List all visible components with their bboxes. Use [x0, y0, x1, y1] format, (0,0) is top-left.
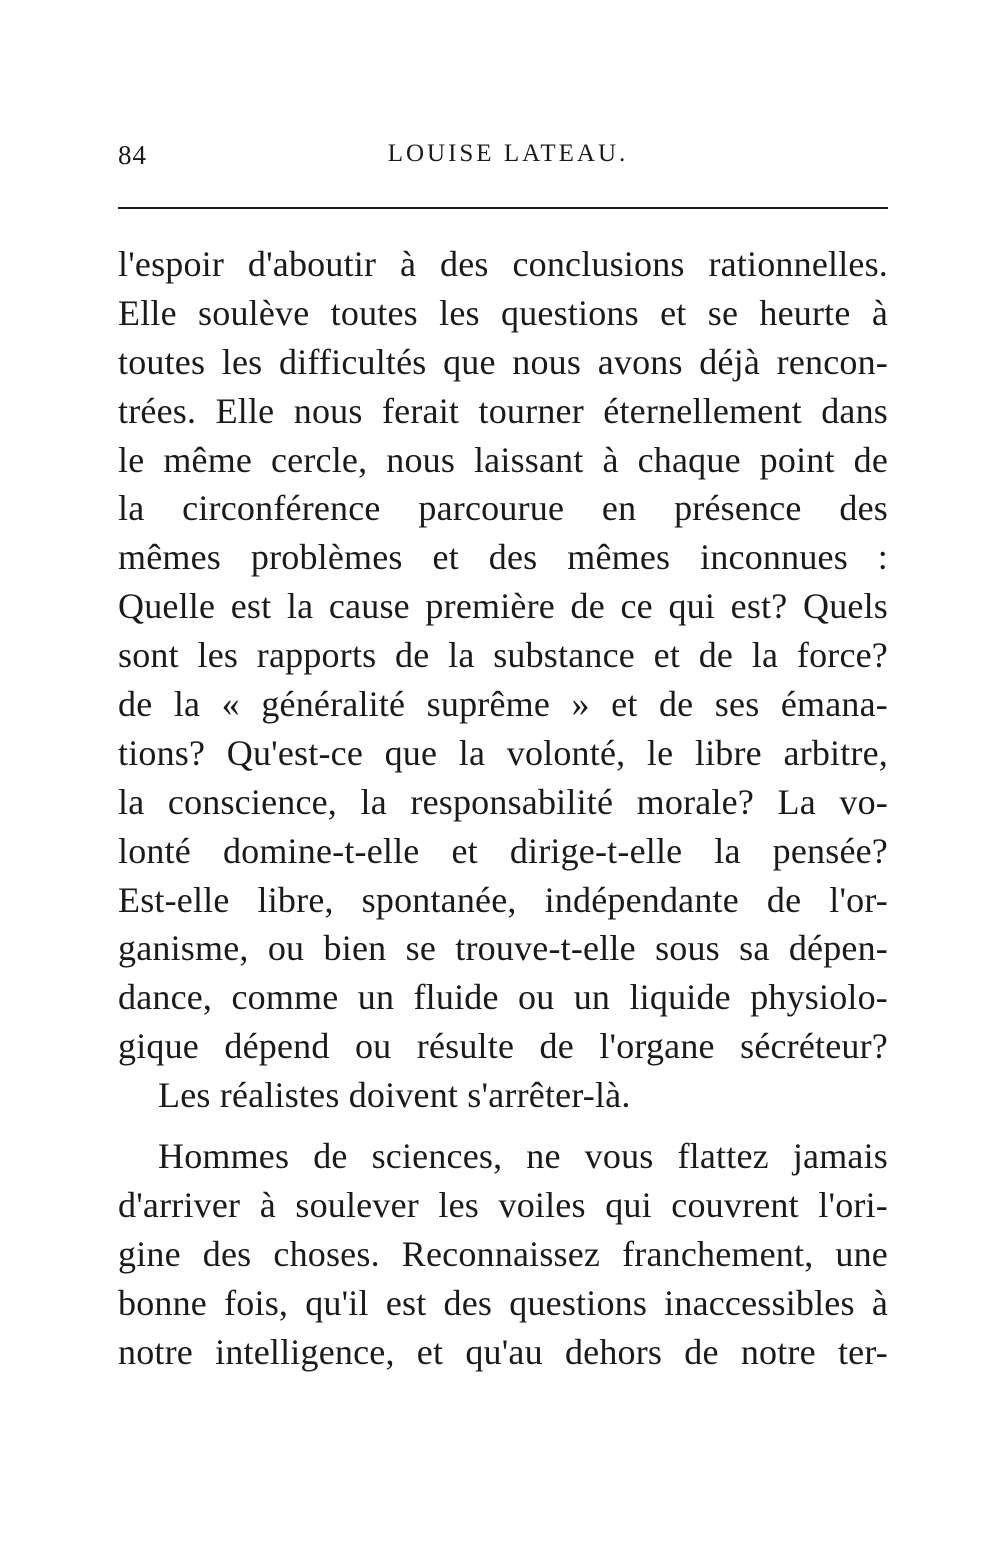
text-line: le même cercle, nous laissant à chaque point de	[118, 439, 888, 480]
text-line: toutes les difficultés que nous avons déjà rencon-	[118, 341, 888, 382]
running-title: LOUISE LATEAU.	[387, 140, 629, 167]
text-line: notre intelligence, et qu'au dehors de notre ter-	[118, 1331, 888, 1372]
text-line: l'espoir d'aboutir à des conclusions rationnelles.	[118, 244, 888, 284]
text-line: mêmes problèmes et des mêmes inconnues :	[118, 537, 888, 578]
text-line: trées. Elle nous ferait tourner éternellement dans	[118, 390, 888, 431]
body-text	[118, 240, 888, 1376]
text-line: Quelle est la cause première de ce qui est? Quels	[118, 586, 888, 627]
text-line: d'arriver à soulever les voiles qui couvrent l'ori-	[118, 1184, 888, 1225]
text-line: Hommes de sciences, ne vous flattez jamais	[158, 1136, 888, 1177]
text-line: Elle soulève toutes les questions et se heurte à	[118, 292, 888, 333]
running-header	[118, 140, 888, 180]
text-line: la circonférence parcourue en présence des	[118, 488, 888, 529]
text-line: gine des choses. Reconnaissez franchement, une	[118, 1233, 888, 1274]
text-line: de la « généralité suprême » et de ses émana-	[118, 684, 888, 725]
text-line: lonté domine-t-elle et dirige-t-elle la pensée?	[118, 830, 888, 871]
header-rule	[118, 207, 888, 209]
text-line: la conscience, la responsabilité morale? La vo-	[118, 781, 888, 822]
text-line: sont les rapports de la substance et de la force?	[118, 635, 888, 676]
text-line: Les réalistes doivent s'arrêter-là.	[158, 1075, 631, 1116]
page-number: 84	[118, 140, 147, 170]
text-line: Est-elle libre, spontanée, indépendante de l'or-	[118, 879, 888, 920]
text-line: dance, comme un fluide ou un liquide physiolo-	[118, 977, 888, 1018]
text-line: ganisme, ou bien se trouve-t-elle sous sa dépen-	[118, 928, 888, 969]
text-line: gique dépend ou résulte de l'organe sécréteur?	[118, 1026, 888, 1067]
text-line: tions? Qu'est-ce que la volonté, le libre arbitre,	[118, 732, 888, 773]
text-line: bonne fois, qu'il est des questions inaccessibles à	[118, 1282, 888, 1323]
